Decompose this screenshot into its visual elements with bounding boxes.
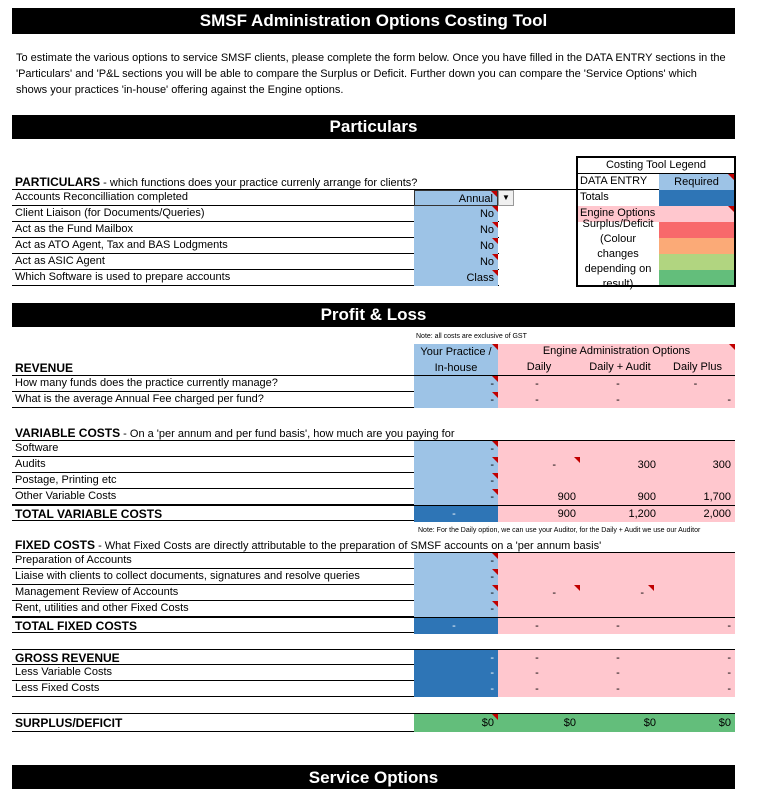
fixed-cost-row: Liaise with clients to collect documents, signatures and resolve queries - (12, 569, 735, 585)
audits-cost-input[interactable]: - (414, 457, 498, 473)
fixed-costs-title: FIXED COSTS - What Fixed Costs are directly attributable to the preparation of SMSF accounts on a 'per annum basis' (12, 537, 735, 553)
intro-text: To estimate the various options to service SMSF clients, please complete the form below. Once you have filled in the DATA ENTRY sections in the 'Particulars' and 'P&L sections you will be able to compare the Surplus or Deficit. Further down you can compare the 'Service Options' which shows your practices 'in-house' offering against the Engine options. (16, 52, 726, 96)
funds-count-input[interactable]: - (414, 376, 498, 392)
less-variable-costs-row: Less Variable Costs - - - - (12, 665, 735, 681)
other-variable-cost-input[interactable]: - (414, 489, 498, 505)
surplus-in-house: $0 (414, 714, 498, 732)
particulars-row: Act as ATO Agent, Tax and BAS Lodgments No (12, 238, 499, 254)
col-engine-options: Engine Administration Options Daily Daily + Audit Daily Plus (498, 344, 735, 376)
gross-revenue-row: GROSS REVENUE - - - - (12, 649, 735, 665)
legend-required: Required (659, 174, 734, 190)
fixed-cost-row: Rent, utilities and other Fixed Costs - (12, 601, 735, 617)
variable-cost-row: Software - (12, 441, 735, 457)
total-fixed-costs-row: TOTAL FIXED COSTS - - - - (12, 617, 735, 633)
software-input[interactable]: Class (414, 270, 498, 286)
particulars-row: Which Software is used to prepare accounts Class (12, 270, 499, 286)
total-variable-costs-row: TOTAL VARIABLE COSTS - 900 1,200 2,000 (12, 505, 735, 521)
particulars-section-title: PARTICULARS - which functions does your practice currenly arrange for clients? (12, 174, 735, 190)
daily-audit-review-input[interactable]: - (580, 585, 660, 601)
variable-cost-row: Postage, Printing etc - (12, 473, 735, 489)
daily-review-input[interactable]: - (498, 585, 580, 601)
dropdown-arrow-icon[interactable]: ▼ (498, 190, 514, 206)
particulars-row: Act as ASIC Agent No (12, 254, 499, 270)
client-liaison-input[interactable]: No (414, 206, 498, 222)
pl-column-headers: Your Practice / In-house Engine Administration Options Daily Daily + Audit Daily Plus REVENUE (12, 344, 735, 376)
variable-cost-row: Other Variable Costs - 900 900 1,700 (12, 489, 735, 505)
fixed-cost-row: Preparation of Accounts - (12, 553, 735, 569)
fund-mailbox-input[interactable]: No (414, 222, 498, 238)
postage-cost-input[interactable]: - (414, 473, 498, 489)
ato-agent-input[interactable]: No (414, 238, 498, 254)
fixed-cost-row: Management Review of Accounts - - - (12, 585, 735, 601)
annual-fee-input[interactable]: - (414, 392, 498, 408)
particulars-header: Particulars (12, 115, 735, 139)
page-title: SMSF Administration Options Costing Tool (12, 8, 735, 34)
legend-engine-options: Engine Options (578, 206, 734, 222)
revenue-row: How many funds does the practice currently manage? - - - - (12, 376, 735, 392)
pl-header: Profit & Loss (12, 303, 735, 327)
asic-agent-input[interactable]: No (414, 254, 498, 270)
daily-audit-input[interactable]: - (498, 457, 580, 473)
software-cost-input[interactable]: - (414, 441, 498, 457)
auditor-note: Note: For the Daily option, we can use your Auditor, for the Daily + Audit we use our Auditor (418, 527, 701, 534)
gst-note: Note: all costs are exclusive of GST (416, 333, 527, 340)
variable-costs-title: VARIABLE COSTS - On a 'per annum and per fund basis', how much are you paying for (12, 425, 735, 441)
legend-totals: Totals (578, 190, 734, 206)
less-fixed-costs-row: Less Fixed Costs - - - - (12, 681, 735, 697)
accounts-reconciliation-select[interactable]: Annual (414, 190, 498, 206)
service-options-header: Service Options (12, 765, 735, 789)
revenue-row: What is the average Annual Fee charged per fund? - - - - (12, 392, 735, 408)
legend (576, 156, 736, 290)
legend-data-entry: DATA ENTRY Required (578, 174, 734, 190)
legend-title: Costing Tool Legend (578, 158, 734, 174)
liaise-cost-input[interactable]: - (414, 569, 498, 585)
variable-cost-row: Audits - - 300 300 (12, 457, 735, 473)
legend-surplus: Surplus/Deficit (Colour changes depending on result) (578, 222, 734, 285)
col-in-house: Your Practice / In-house (414, 344, 498, 376)
rent-cost-input[interactable]: - (414, 601, 498, 617)
particulars-row: Client Liaison (for Documents/Queries) No (12, 206, 499, 222)
management-review-input[interactable]: - (414, 585, 498, 601)
particulars-row: Act as the Fund Mailbox No (12, 222, 499, 238)
particulars-row: Accounts Reconcilliation completed Annual ▼ (12, 190, 499, 206)
preparation-cost-input[interactable]: - (414, 553, 498, 569)
surplus-deficit-row: SURPLUS/DEFICIT $0 $0 $0 $0 (12, 713, 735, 732)
